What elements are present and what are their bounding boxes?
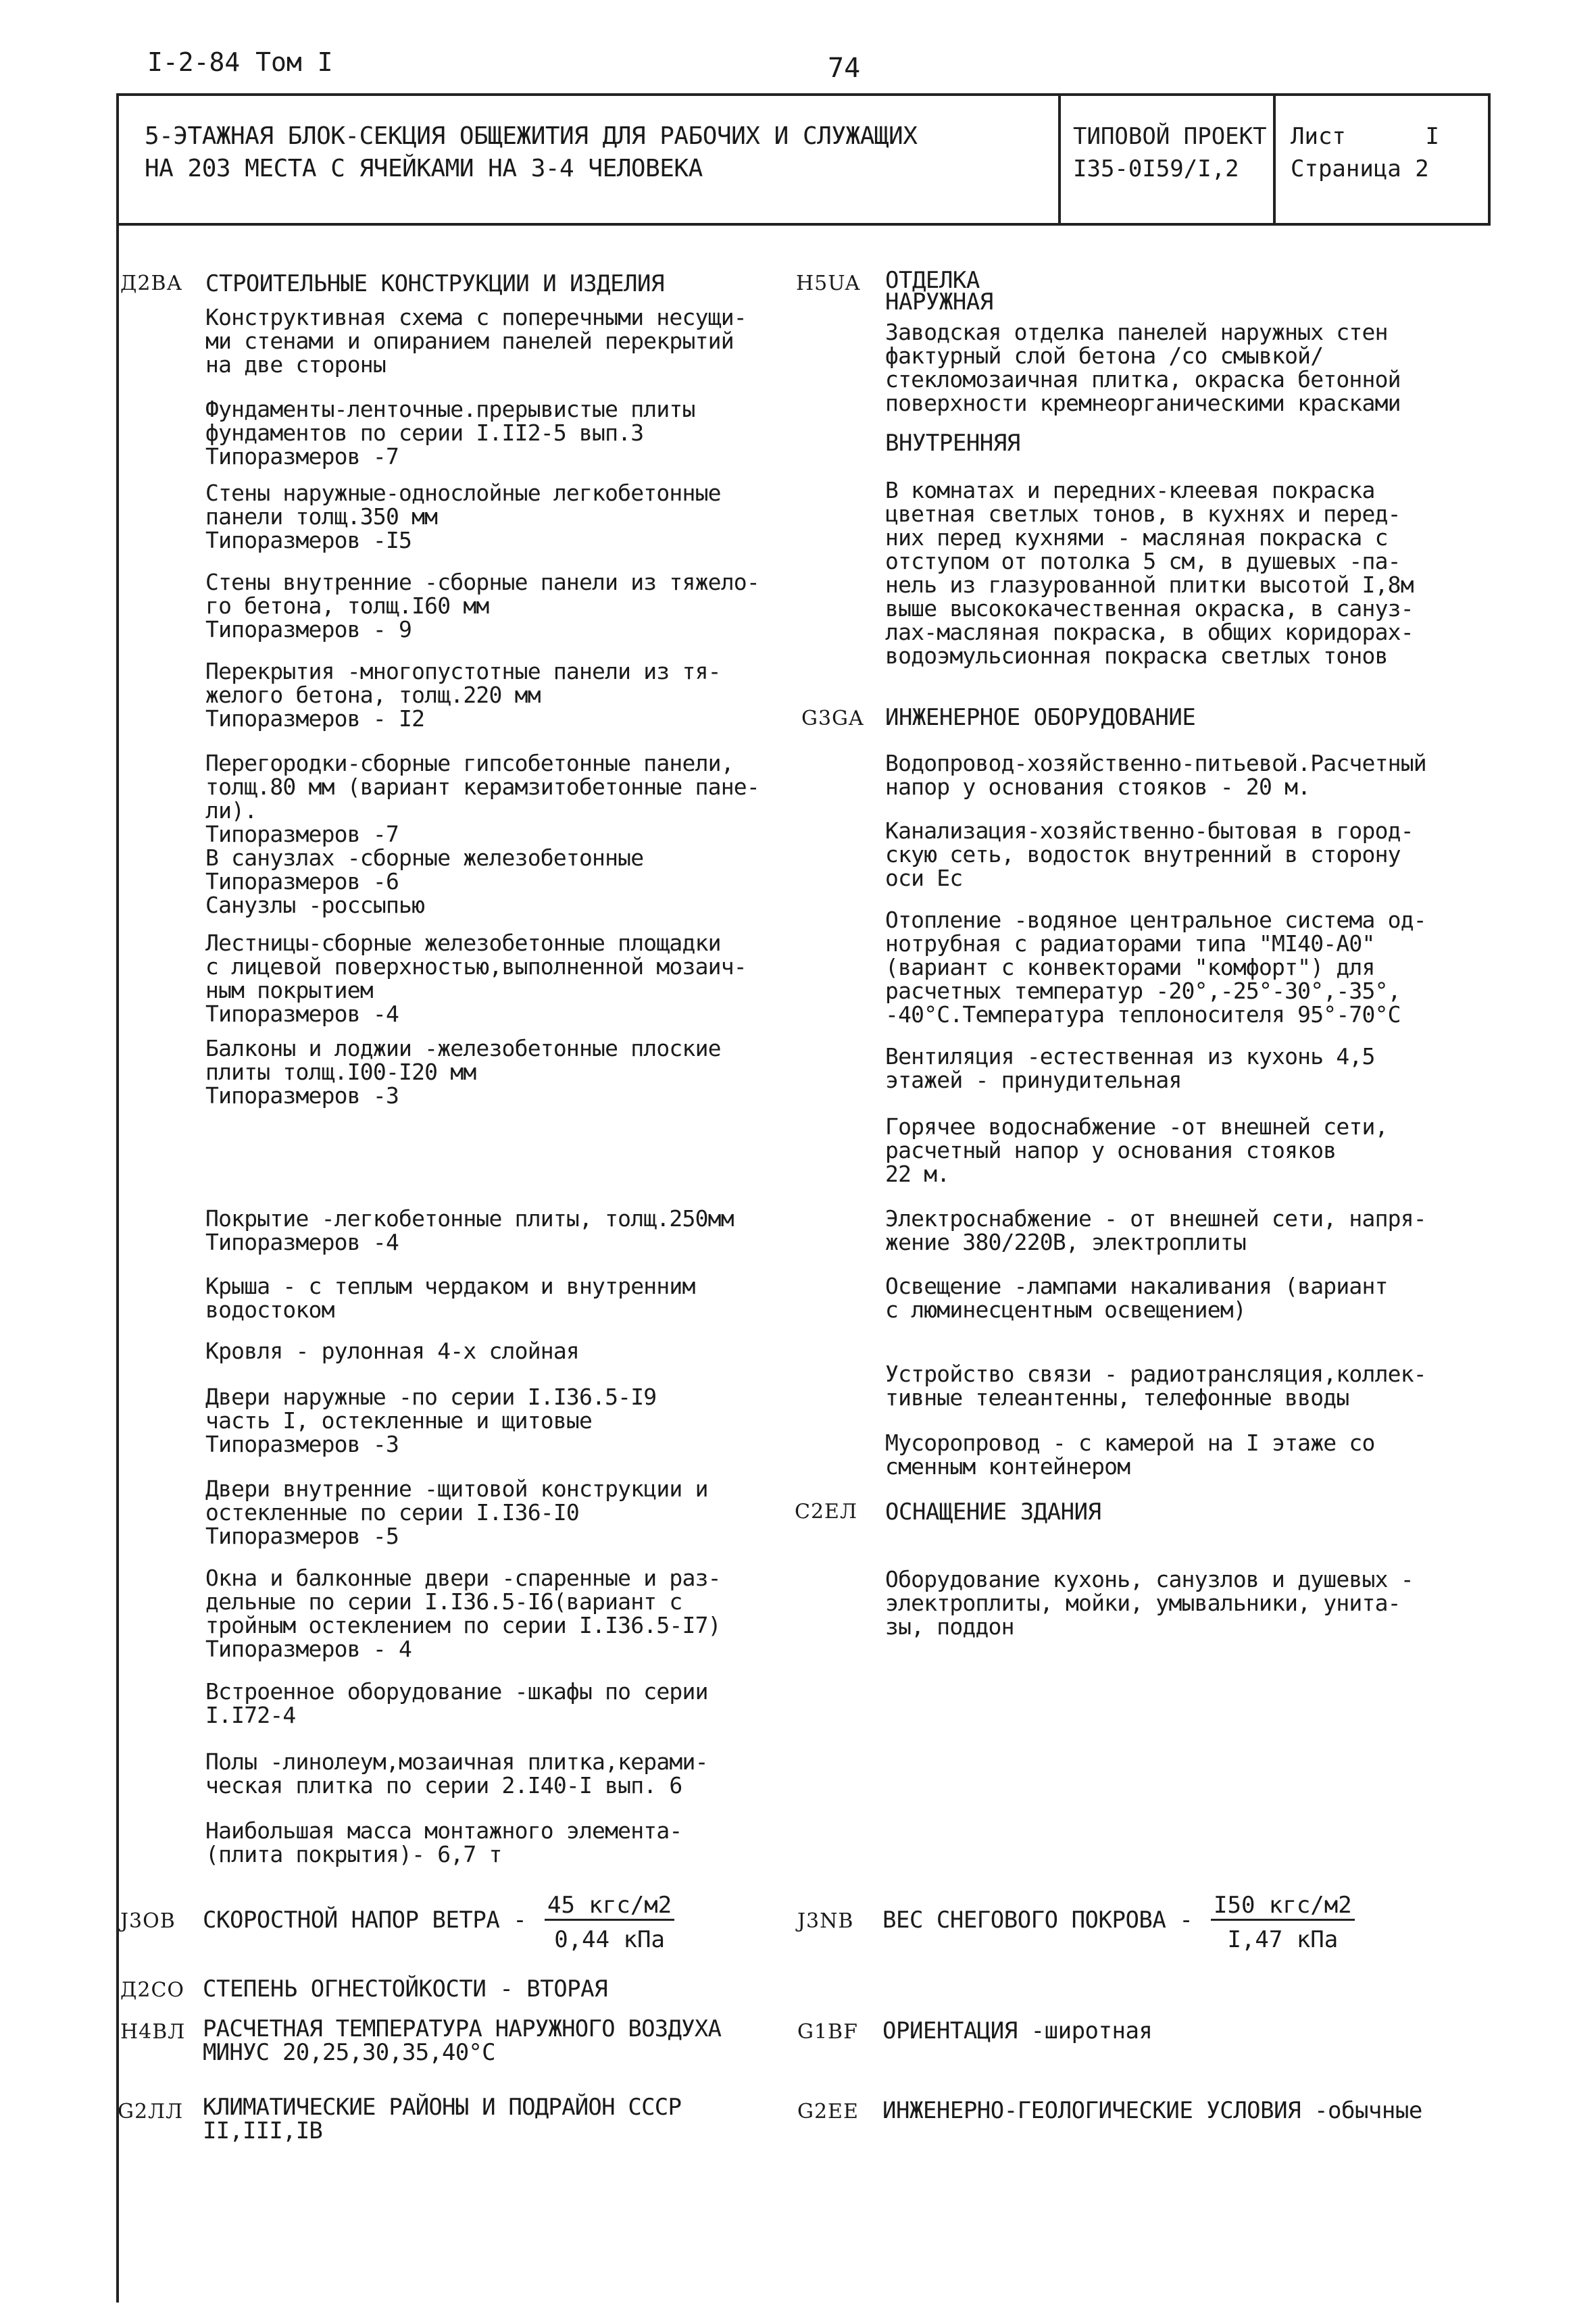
sheet-label: Лист bbox=[1291, 123, 1346, 150]
snow-load-numerator: I50 кгс/м2 bbox=[1211, 1892, 1355, 1921]
paragraph: Двери внутренние -щитовой конструкции и остекленные по серии I.I36-I0 Типоразмеров -5 bbox=[205, 1476, 708, 1549]
subheading-exterior: НАРУЖНАЯ bbox=[885, 288, 993, 316]
section-code: Н5UA bbox=[796, 272, 861, 295]
paragraph: Стены наружные-однослойные легкобетонные панели толщ.350 мм Типоразмеров -I5 bbox=[205, 480, 721, 553]
paragraph: Встроенное оборудование -шкафы по серии I.I72-4 bbox=[205, 1678, 708, 1728]
title-divider bbox=[1273, 96, 1276, 223]
paragraph: Балконы и лоджии -железобетонные плоские плиты толщ.I00-I20 мм Типоразмеров -3 bbox=[205, 1035, 721, 1109]
section-heading-engineering: ИНЖЕНЕРНОЕ ОБОРУДОВАНИЕ bbox=[885, 704, 1196, 731]
section-code: Д2ВА bbox=[120, 272, 183, 295]
title-block bbox=[116, 93, 1491, 226]
parameter-code: G2ЛЛ bbox=[118, 2100, 184, 2123]
paragraph: Горячее водоснабжение -от внешней сети, расчетный напор у основания стояков 22 м. bbox=[885, 1113, 1388, 1187]
paragraph: Заводская отделка панелей наружных стен фактурный слой бетона /со смывкой/ стекломозаичная плитка, окраска бетонной поверхности кремнеорганическими красками bbox=[885, 319, 1401, 416]
paragraph: Оборудование кухонь, санузлов и душевых - электроплиты, мойки, умывальники, унита- зы, поддон bbox=[885, 1566, 1414, 1640]
paragraph: Конструктивная схема с поперечными несущи- ми стенами и опиранием панелей перекрытий на две стороны bbox=[205, 304, 747, 378]
paragraph: Кровля - рулонная 4-х слойная bbox=[205, 1338, 579, 1364]
climatic-regions: КЛИМАТИЧЕСКИЕ РАЙОНЫ И ПОДРАЙОН СССР II,III,IВ bbox=[203, 2094, 682, 2144]
paragraph: Полы -линолеум,мозаичная плитка,керами- ческая плитка по серии 2.I40-I вып. 6 bbox=[205, 1749, 708, 1799]
parameter-code: G1BF bbox=[797, 2020, 858, 2044]
paragraph: Фундаменты-ленточные.прерывистые плиты фундаментов по серии I.II2-5 вып.3 Типоразмеров -7 bbox=[205, 396, 695, 470]
paragraph: Покрытие -легкобетонные плиты, толщ.250мм Типоразмеров -4 bbox=[205, 1205, 734, 1255]
project-number: I35-0I59/I,2 bbox=[1073, 155, 1239, 182]
paragraph: Освещение -лампами накаливания (вариант с люминесцентным освещением) bbox=[885, 1273, 1388, 1323]
parameter-code: Н4ВЛ bbox=[120, 2020, 186, 2044]
paragraph: Отопление -водяное центральное система од- нотрубная с радиаторами типа "МI40-А0" (вариант с конвекторами "комфорт") для расчетных температур -20°,-25°-30°,-35°, -40°С.Температура теплоносителя 95°-70°С bbox=[885, 907, 1426, 1028]
paragraph: Устройство связи - радиотрансляция,коллек- тивные телеантенны, телефонные вводы bbox=[885, 1361, 1426, 1411]
sheet-value: I bbox=[1425, 123, 1439, 150]
paragraph: Крыша - с теплым чердаком и внутренним водостоком bbox=[205, 1273, 695, 1323]
fire-resistance: СТЕПЕНЬ ОГНЕСТОЙКОСТИ - ВТОРАЯ bbox=[203, 1976, 608, 2003]
sheet-info bbox=[1291, 120, 1439, 185]
paragraph: Стены внутренние -сборные панели из тяжело- го бетона, толщ.I60 мм Типоразмеров - 9 bbox=[205, 569, 759, 643]
parameter-code: J3NB bbox=[797, 1909, 854, 1933]
document-reference: I-2-84 Том I bbox=[147, 47, 333, 77]
design-temperature: РАСЧЕТНАЯ ТЕМПЕРАТУРА НАРУЖНОГО ВОЗДУХА МИНУС 20,25,30,35,40°С bbox=[203, 2015, 722, 2066]
section-heading-structures: СТРОИТЕЛЬНЫЕ КОНСТРУКЦИИ И ИЗДЕЛИЯ bbox=[205, 270, 664, 297]
document-title bbox=[145, 120, 917, 185]
wind-pressure-value bbox=[545, 1892, 674, 1953]
snow-load-label: ВЕС СНЕГОВОГО ПОКРОВА - bbox=[882, 1907, 1193, 1934]
paragraph: Перекрытия -многопустотные панели из тя- желого бетона, толщ.220 мм Типоразмеров - I2 bbox=[205, 658, 721, 732]
geological-conditions: ИНЖЕНЕРНО-ГЕОЛОГИЧЕСКИЕ УСЛОВИЯ -обычные bbox=[882, 2097, 1422, 2124]
parameter-code: G2EE bbox=[797, 2100, 859, 2123]
section-code: С2ЕЛ bbox=[795, 1500, 857, 1524]
paragraph: Вентиляция -естественная из кухонь 4,5 этажей - принудительная bbox=[885, 1043, 1375, 1093]
project-info bbox=[1073, 120, 1267, 185]
paragraph: Окна и балконные двери -спаренные и раз- дельные по серии I.I36.5-I6(вариант с тройным остеклением по серии I.I36.5-I7) Типоразмеров - 4 bbox=[205, 1565, 721, 1662]
paragraph: Мусоропровод - с камерой на I этаже со сменным контейнером bbox=[885, 1430, 1375, 1480]
paragraph: Лестницы-сборные железобетонные площадки с лицевой поверхностью,выполненной мозаич- ным покрытием Типоразмеров -4 bbox=[205, 930, 747, 1027]
title-line-1: 5-ЭТАЖНАЯ БЛОК-СЕКЦИЯ ОБЩЕЖИТИЯ ДЛЯ РАБОЧИХ И СЛУЖАЩИХ bbox=[145, 122, 918, 150]
section-heading-finishing: ОТДЕЛКА bbox=[885, 267, 980, 294]
paragraph: Канализация-хозяйственно-бытовая в город- скую сеть, водосток внутренний в сторону оси Ес bbox=[885, 818, 1414, 891]
section-code: G3GA bbox=[801, 707, 864, 730]
wind-pressure-numerator: 45 кгс/м2 bbox=[545, 1892, 674, 1921]
wind-pressure-label: СКОРОСТНОЙ НАПОР ВЕТРА - bbox=[203, 1907, 527, 1934]
paragraph: Наибольшая масса монтажного элемента- (плита покрытия)- 6,7 т bbox=[205, 1817, 682, 1867]
page-label: Страница 2 bbox=[1291, 155, 1429, 182]
orientation: ОРИЕНТАЦИЯ -широтная bbox=[882, 2017, 1153, 2044]
paragraph: Двери наружные -по серии I.I36.5-I9 часть I, остекленные и щитовые Типоразмеров -3 bbox=[205, 1384, 657, 1457]
parameter-code: J3OB bbox=[120, 1909, 176, 1933]
snow-load-denominator: I,47 кПа bbox=[1227, 1926, 1339, 1953]
project-label: ТИПОВОЙ ПРОЕКТ bbox=[1073, 123, 1267, 150]
snow-load-value bbox=[1211, 1892, 1355, 1953]
paragraph: Перегородки-сборные гипсобетонные панели, толщ.80 мм (вариант керамзитобетонные пане- ли). Типоразмеров -7 В санузлах -сборные железобетонные Типоразмеров -6 Санузлы -россыпью bbox=[205, 750, 759, 918]
section-heading-equipment: ОСНАЩЕНИЕ ЗДАНИЯ bbox=[885, 1499, 1101, 1526]
page-number: 74 bbox=[828, 53, 861, 84]
wind-pressure-denominator: 0,44 кПа bbox=[554, 1926, 665, 1953]
title-divider bbox=[1058, 96, 1061, 223]
frame-left-border bbox=[116, 93, 119, 2303]
subheading-interior: ВНУТРЕННЯЯ bbox=[885, 430, 1020, 457]
paragraph: Электроснабжение - от внешней сети, напря- жение 380/220В, электроплиты bbox=[885, 1205, 1426, 1255]
paragraph: В комнатах и передних-клеевая покраска цветная светлых тонов, в кухнях и перед- них перед кухнями - масляная покраска с отступом от потолка 5 см, в душевых -па- нель из глазурованной плитки высотой I,8м выше высококачественная окраска, в сануз- лах-масляная покраска, в общих коридорах- водоэмульсионная покраска светлых тонов bbox=[885, 477, 1414, 669]
paragraph: Водопровод-хозяйственно-питьевой.Расчетный напор у основания стояков - 20 м. bbox=[885, 750, 1426, 800]
parameter-code: Д2СО bbox=[120, 1978, 185, 2002]
title-line-2: НА 203 МЕСТА С ЯЧЕЙКАМИ НА 3-4 ЧЕЛОВЕКА bbox=[145, 155, 703, 182]
